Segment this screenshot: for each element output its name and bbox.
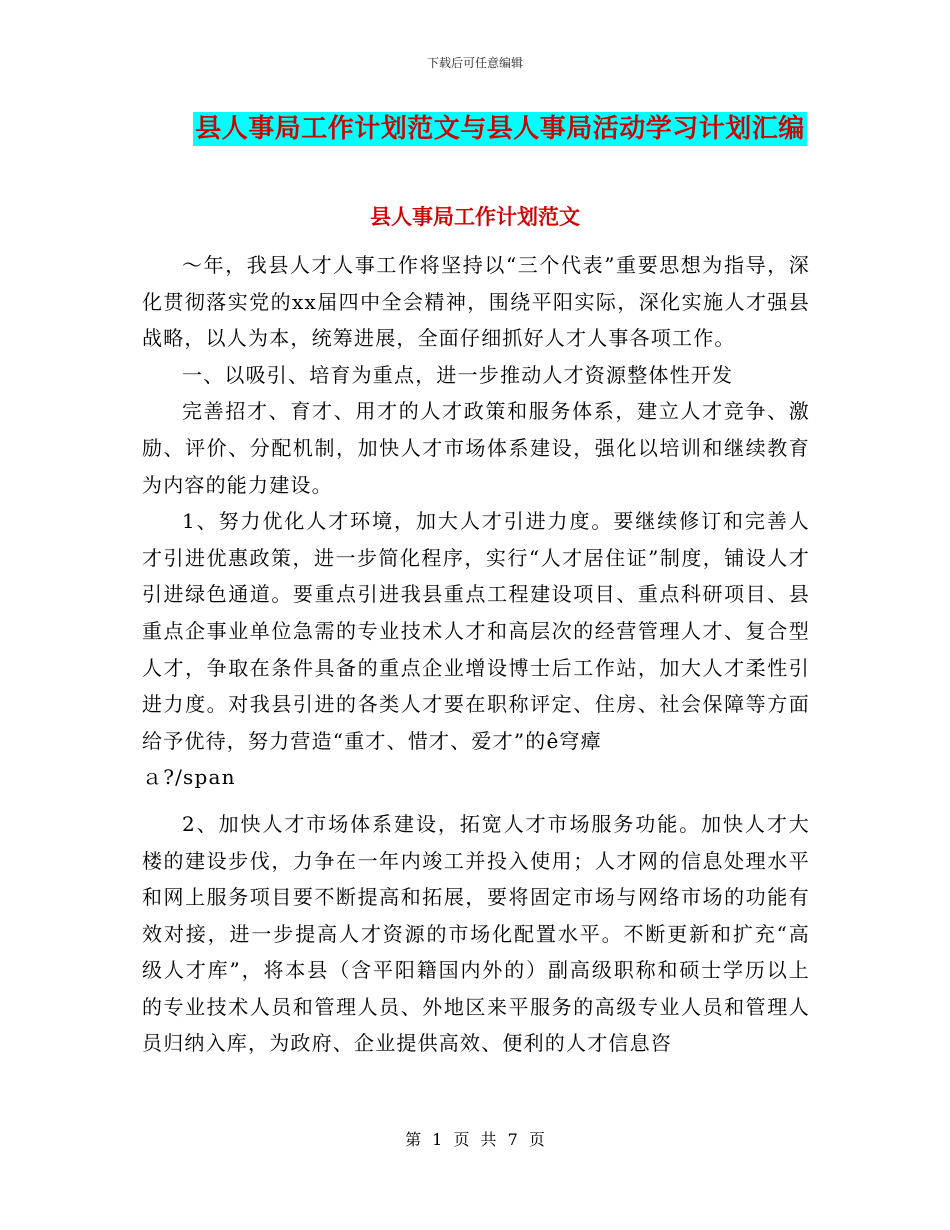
paragraph-intro: ～年，我县人才人事工作将坚持以“三个代表”重要思想为指导，深化贯彻落实党的xx届四中全会精神，围绕平阳实际，深化实施人才强县战略，以人为本，统筹进展，全面仔细抓好人才人事各项工作。	[142, 253, 810, 351]
page-number-footer: 第 1 页 共 7 页	[405, 1130, 545, 1149]
paragraph-overview: 完善招才、育才、用才的人才政策和服务体系，建立人才竞争、激励、评价、分配机制，加快人才市场体系建设，强化以培训和继续教育为内容的能力建设。	[142, 399, 810, 497]
paragraph-item-2: 2、加快人才市场体系建设，拓宽人才市场服务功能。加快人才大楼的建设步伐，力争在一年内竣工并投入使用；人才网的信息处理水平和网上服务项目要不断提高和拓展，要将固定市场与网络市场的功能有效对接，进一步提高人才资源的市场化配置水平。不断更新和扩充“高级人才库”，将本县（含平阳籍国内外的）副高级职称和硕士学历以上的专业技术人员和管理人员、外地区来平服务的高级专业人员和管理人员归纳入库，为政府、企业提供高效、便利的人才信息咨	[142, 811, 810, 1056]
document-title: 县人事局工作计划范文与县人事局活动学习计划汇编	[195, 114, 805, 144]
paragraph-garbled-fragment: ａ?/span	[142, 765, 236, 790]
paragraph-heading-1: 一、以吸引、培育为重点，进一步推动人才资源整体性开发	[182, 362, 734, 387]
document-body	[142, 247, 810, 1062]
document-title-container	[0, 112, 950, 146]
section-title: 县人事局工作计划范文	[370, 204, 580, 229]
paragraph-item-1: 1、努力优化人才环境，加大人才引进力度。要继续修订和完善人才引进优惠政策，进一步简化程序，实行“人才居住证”制度，铺设人才引进绿色通道。要重点引进我县重点工程建设项目、重点科研项目、县重点企事业单位急需的专业技术人才和高层次的经营管理人才、复合型人才，争取在条件具备的重点企业增设博士后工作站，加大人才柔性引进力度。对我县引进的各类人才要在职称评定、住房、社会保障等方面给予优待，努力营造“重才、惜才、爱才”的ê穹瘴	[142, 509, 810, 753]
page-header-note: 下载后可任意编辑	[426, 56, 523, 70]
